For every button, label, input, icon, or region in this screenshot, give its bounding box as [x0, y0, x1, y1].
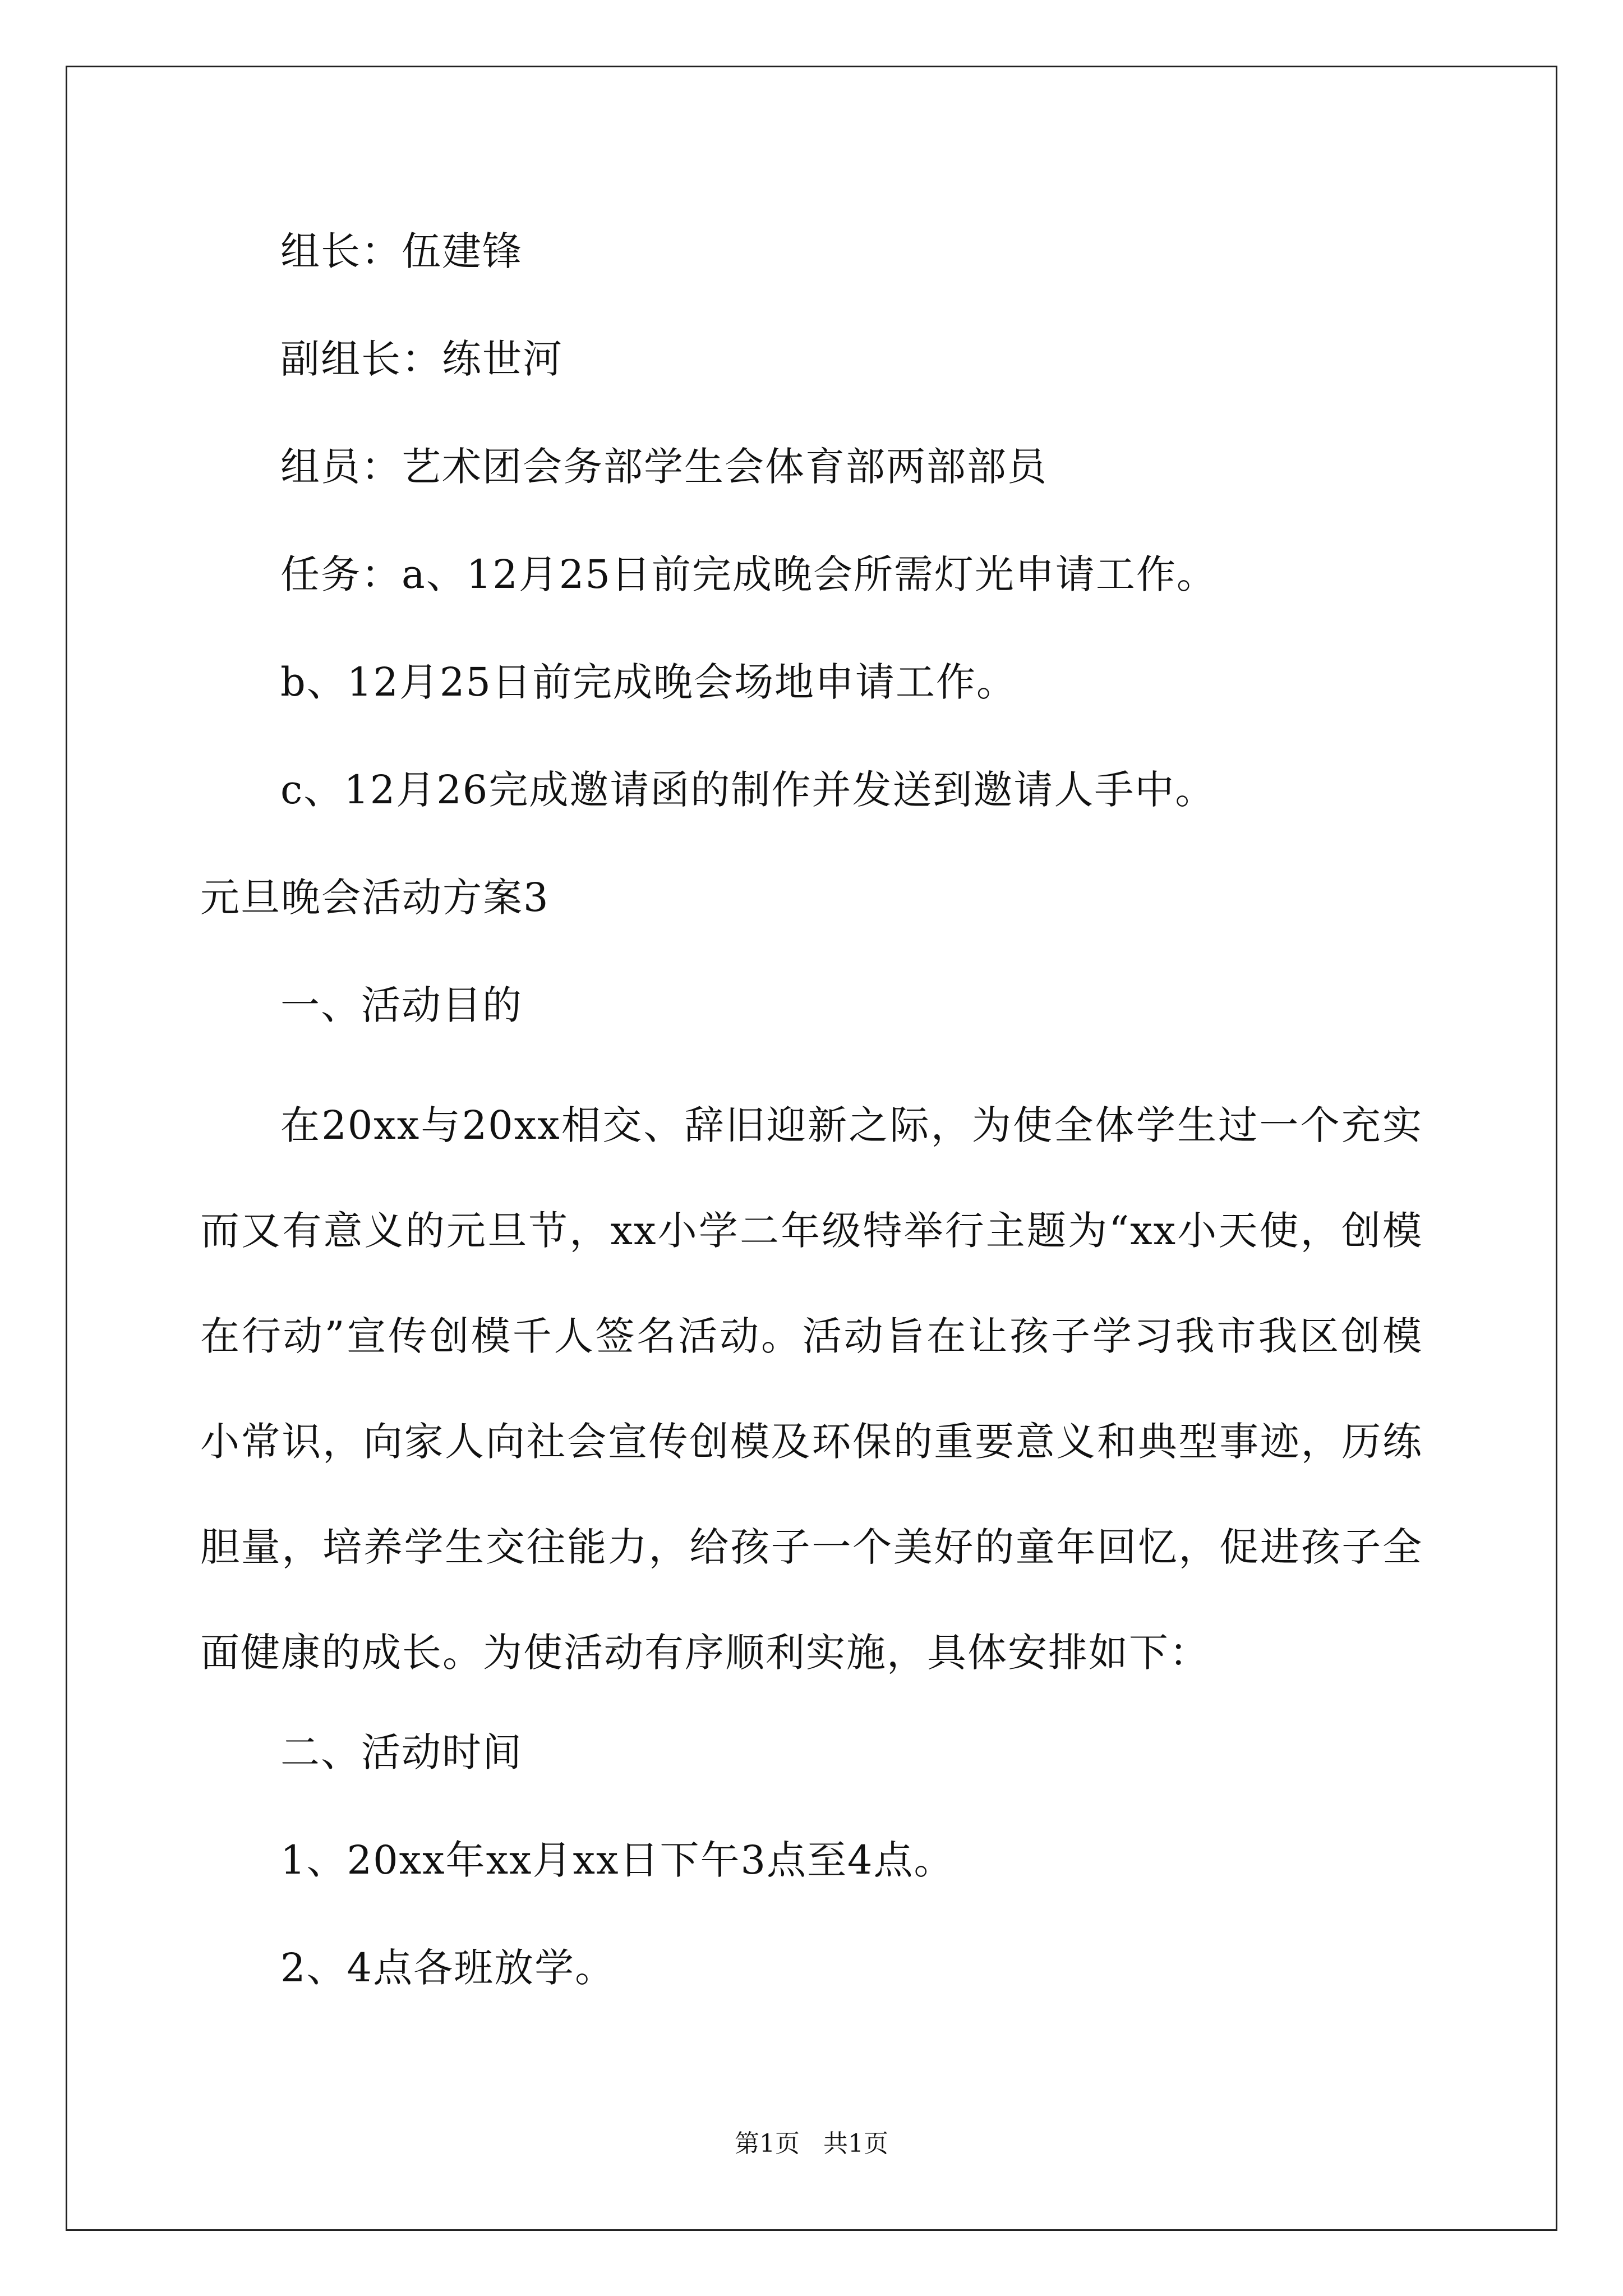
text-line-group-leader: 组长：伍建锋 — [280, 228, 523, 274]
text-line-task-b: b、12月25日前完成晚会场地申请工作。 — [280, 659, 1017, 705]
paragraph-purpose: 在20xx与20xx相交、辞旧迎新之际，为使全体学生过一个充实而又有意义的元旦节，xx小学二年级特举行主题为“xx小天使，创模在行动”宣传创模千人签名活动。活动旨在让孩子学习我市我区创模小常识，向家人向社会宣传创模及环保的重要意义和典型事迹，历练胆量，培养学生交往能力，给孩子一个美好的童年回忆，促进孩子全面健康的成长。为使活动有序顺利实施，具体安排如下： — [200, 1102, 1423, 1676]
text-line-task-c: c、12月26完成邀请函的制作并发送到邀请人手中。 — [280, 767, 1216, 813]
text-line-members: 组员：艺术团会务部学生会体育部两部部员 — [280, 444, 1048, 490]
text-line-task-a: 任务：a、12月25日前完成晚会所需灯光申请工作。 — [280, 551, 1217, 597]
heading-purpose: 一、活动目的 — [280, 982, 523, 1028]
time-item-2: 2、4点各班放学。 — [280, 1945, 616, 1991]
section-title: 元旦晚会活动方案3 — [200, 875, 550, 921]
heading-time: 二、活动时间 — [280, 1729, 523, 1775]
text-line-deputy-leader: 副组长：练世河 — [280, 336, 563, 382]
page-footer: 第1页 共1页 — [735, 2129, 888, 2158]
time-item-1: 1、20xx年xx月xx日下午3点至4点。 — [280, 1837, 955, 1883]
